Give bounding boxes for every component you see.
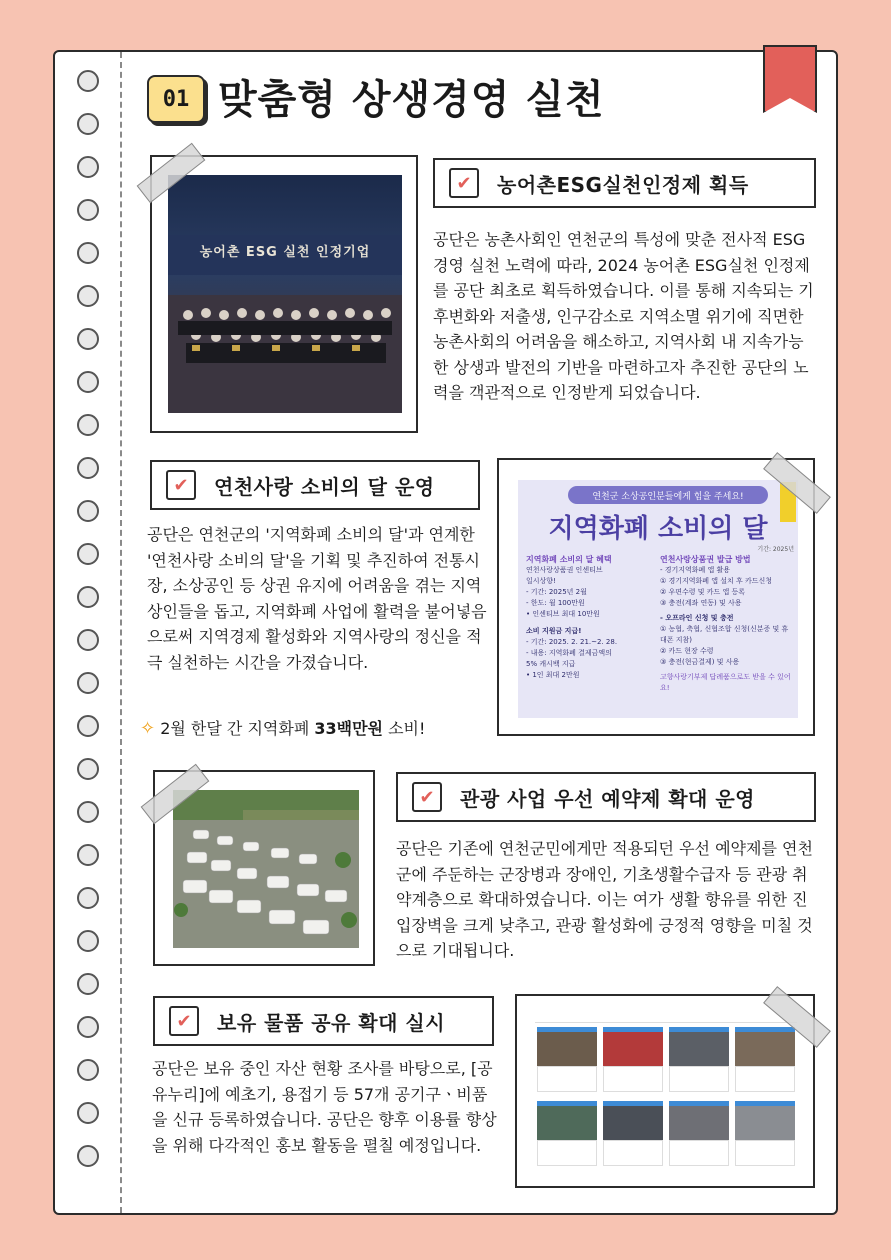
camping-photo-frame bbox=[153, 770, 375, 966]
poster-left-title: 지역화폐 소비의 달 혜택 bbox=[526, 555, 612, 564]
poster-line: ① 농협, 축협, 신협조합 신청(신분증 및 휴대폰 지참) bbox=[660, 625, 789, 644]
page-title: 맞춤형 상생경영 실천 bbox=[218, 77, 605, 123]
section-3-title-box bbox=[396, 772, 816, 822]
binder-ring bbox=[77, 113, 99, 135]
poster-line: ② 카드 현장 수령 bbox=[660, 647, 714, 655]
poster-line: ② 우편수령 및 카드 앱 등록 bbox=[660, 588, 746, 596]
binder-ring bbox=[77, 199, 99, 221]
section-1-body: 공단은 농촌사회인 연천군의 특성에 맞춘 전사적 ESG경영 실천 노력에 따라, 2024 농어촌 ESG실천 인정제를 공단 최초로 획득하였습니다. 이를 통해 지속되는 기후변화와 저출생, 인구감소로 지역소멸 위기에 직면한 농촌사회의 어려움을 해소하고, 지역사회 내 지속가능한 상생과 발전의 기반을 마련하고자 추진한 공단의 노력을 객관적으로 인정받게 되었습니다. bbox=[433, 230, 814, 402]
poster-line: 소비 지원금 지급! bbox=[526, 627, 582, 635]
binder-ring bbox=[77, 457, 99, 479]
section-3-body: 공단은 기존에 연천군민에게만 적용되던 우선 예약제를 연천군에 주둔하는 군장병과 장애인, 기초생활수급자 등 관광 취약계층으로 확대하였습니다. 이는 여가 생활 향유를 위한 진입장벽을 크게 낮추고, 관광 활성화에 긍정적 영향을 미칠 것으로 기대됩니다. bbox=[396, 839, 813, 960]
item-card bbox=[735, 1027, 795, 1092]
binder-ring bbox=[77, 844, 99, 866]
section-number-badge: 01 bbox=[147, 75, 205, 123]
binder-ring bbox=[77, 973, 99, 995]
item-card bbox=[603, 1027, 663, 1092]
poster-line: ① 경기지역화폐 앱 설치 후 카드신청 bbox=[660, 577, 773, 585]
check-icon: ✔ bbox=[449, 168, 479, 198]
poster-headline: 지역화폐 소비의 달 bbox=[548, 514, 768, 544]
esg-award-photo-drawing bbox=[168, 175, 402, 413]
poster-right-column bbox=[660, 554, 794, 694]
binder-ring bbox=[77, 715, 99, 737]
binder-ring bbox=[77, 156, 99, 178]
section-3-title: 관광 사업 우선 예약제 확대 운영 bbox=[460, 786, 755, 811]
poster-line: 고향사랑기부제 답례품으로도 받을 수 있어요! bbox=[660, 673, 791, 692]
binder-ring bbox=[77, 887, 99, 909]
poster-line: - 한도: 월 100만원 bbox=[526, 599, 585, 607]
poster-line: 연천사랑상품권 인센티브 bbox=[526, 566, 603, 574]
poster-line: - 경기지역화폐 앱 활용 bbox=[660, 566, 731, 574]
page-margin-line bbox=[120, 52, 122, 1213]
section-4-title: 보유 물품 공유 확대 실시 bbox=[217, 1010, 446, 1035]
camping-site-drawing bbox=[173, 790, 359, 948]
binder-ring bbox=[77, 328, 99, 350]
item-card bbox=[603, 1101, 663, 1166]
highlight-amount: 33백만원 bbox=[314, 719, 383, 738]
section-4-title-box bbox=[153, 996, 494, 1046]
item-card bbox=[735, 1101, 795, 1166]
poster-line: ③ 충전(계좌 연동) 및 사용 bbox=[660, 599, 742, 607]
section-1-title: 농어촌ESG실천인정제 획득 bbox=[497, 172, 749, 197]
binder-ring bbox=[77, 500, 99, 522]
section-1-title-box bbox=[433, 158, 816, 208]
poster-line: 일시상향! bbox=[526, 577, 556, 585]
binder-ring bbox=[77, 285, 99, 307]
item-card bbox=[537, 1027, 597, 1092]
consumption-month-poster bbox=[518, 480, 798, 718]
poster-line: ③ 충전(현금결제) 및 사용 bbox=[660, 658, 740, 666]
poster-right-title: 연천사랑상품권 발급 방법 bbox=[660, 555, 751, 564]
poster-line: - 오프라인 신청 및 충전 bbox=[660, 614, 734, 622]
poster-line: • 인센티브 최대 10만원 bbox=[526, 610, 600, 618]
binder-ring bbox=[77, 1102, 99, 1124]
sparkle-icon: ✧ bbox=[140, 718, 156, 739]
item-card bbox=[537, 1101, 597, 1166]
poster-left-column bbox=[526, 554, 656, 681]
highlight-prefix: 2월 한달 간 지역화폐 bbox=[160, 719, 315, 738]
poster-date-note: 기간: 2025년 bbox=[757, 546, 794, 553]
binder-ring bbox=[77, 242, 99, 264]
sharing-platform-screenshot bbox=[535, 1013, 797, 1173]
poster-line: - 기간: 2025년 2월 bbox=[526, 588, 587, 596]
section-2-title-box bbox=[150, 460, 480, 510]
esg-award-photo bbox=[168, 175, 402, 413]
esg-photo-frame bbox=[150, 155, 418, 433]
item-card bbox=[669, 1027, 729, 1092]
binder-ring bbox=[77, 70, 99, 92]
binder-ring bbox=[77, 1145, 99, 1167]
poster-line: - 내용: 지역화폐 결제금액의 bbox=[526, 649, 612, 657]
binder-ring bbox=[77, 930, 99, 952]
poster-line: • 1인 최대 2만원 bbox=[526, 671, 580, 679]
esg-photo-caption: 농어촌 ESG 실천 인정기업 bbox=[199, 245, 371, 260]
binder-ring bbox=[77, 629, 99, 651]
binder-ring bbox=[77, 1059, 99, 1081]
poster-line: 5% 캐시백 지급 bbox=[526, 660, 576, 668]
item-card bbox=[669, 1101, 729, 1166]
binder-ring bbox=[77, 801, 99, 823]
binder-ring bbox=[77, 414, 99, 436]
check-icon: ✔ bbox=[169, 1006, 199, 1036]
binder-ring bbox=[77, 586, 99, 608]
section-2-highlight bbox=[140, 716, 490, 739]
screenshot-header bbox=[535, 1013, 797, 1023]
sharing-screenshot-frame bbox=[515, 994, 815, 1188]
camping-site-photo bbox=[173, 790, 359, 948]
poster-line: - 기간: 2025. 2. 21.~2. 28. bbox=[526, 638, 618, 646]
poster-frame bbox=[497, 458, 815, 736]
poster-banner: 연천군 소상공인분들에게 힘을 주세요! bbox=[568, 486, 768, 504]
highlight-suffix: 소비! bbox=[383, 719, 426, 738]
section-2-title: 연천사랑 소비의 달 운영 bbox=[214, 474, 435, 499]
section-4-body: 공단은 보유 중인 자산 현황 조사를 바탕으로, [공유누리]에 예초기, 용접기 등 57개 공기구ㆍ비품을 신규 등록하였습니다. 공단은 향후 이용률 향상을 위해 다각적인 홍보 활동을 펼칠 예정입니다. bbox=[152, 1059, 497, 1155]
binder-ring bbox=[77, 672, 99, 694]
check-icon: ✔ bbox=[412, 782, 442, 812]
binder-ring bbox=[77, 371, 99, 393]
section-2-body: 공단은 연천군의 '지역화폐 소비의 달'과 연계한 '연천사랑 소비의 달'을 기획 및 추진하여 전통시장, 소상공인 등 상권 유지에 어려움을 겪는 지역 상인들을 돕고, 지역화폐 사업에 활력을 불어넣음으로써 지역경제 활성화와 지역사랑의 정신을 적극 실천하는 시간을 가졌습니다. bbox=[147, 525, 487, 672]
binder-ring bbox=[77, 1016, 99, 1038]
binder-ring bbox=[77, 758, 99, 780]
binder-ring bbox=[77, 543, 99, 565]
check-icon: ✔ bbox=[166, 470, 196, 500]
